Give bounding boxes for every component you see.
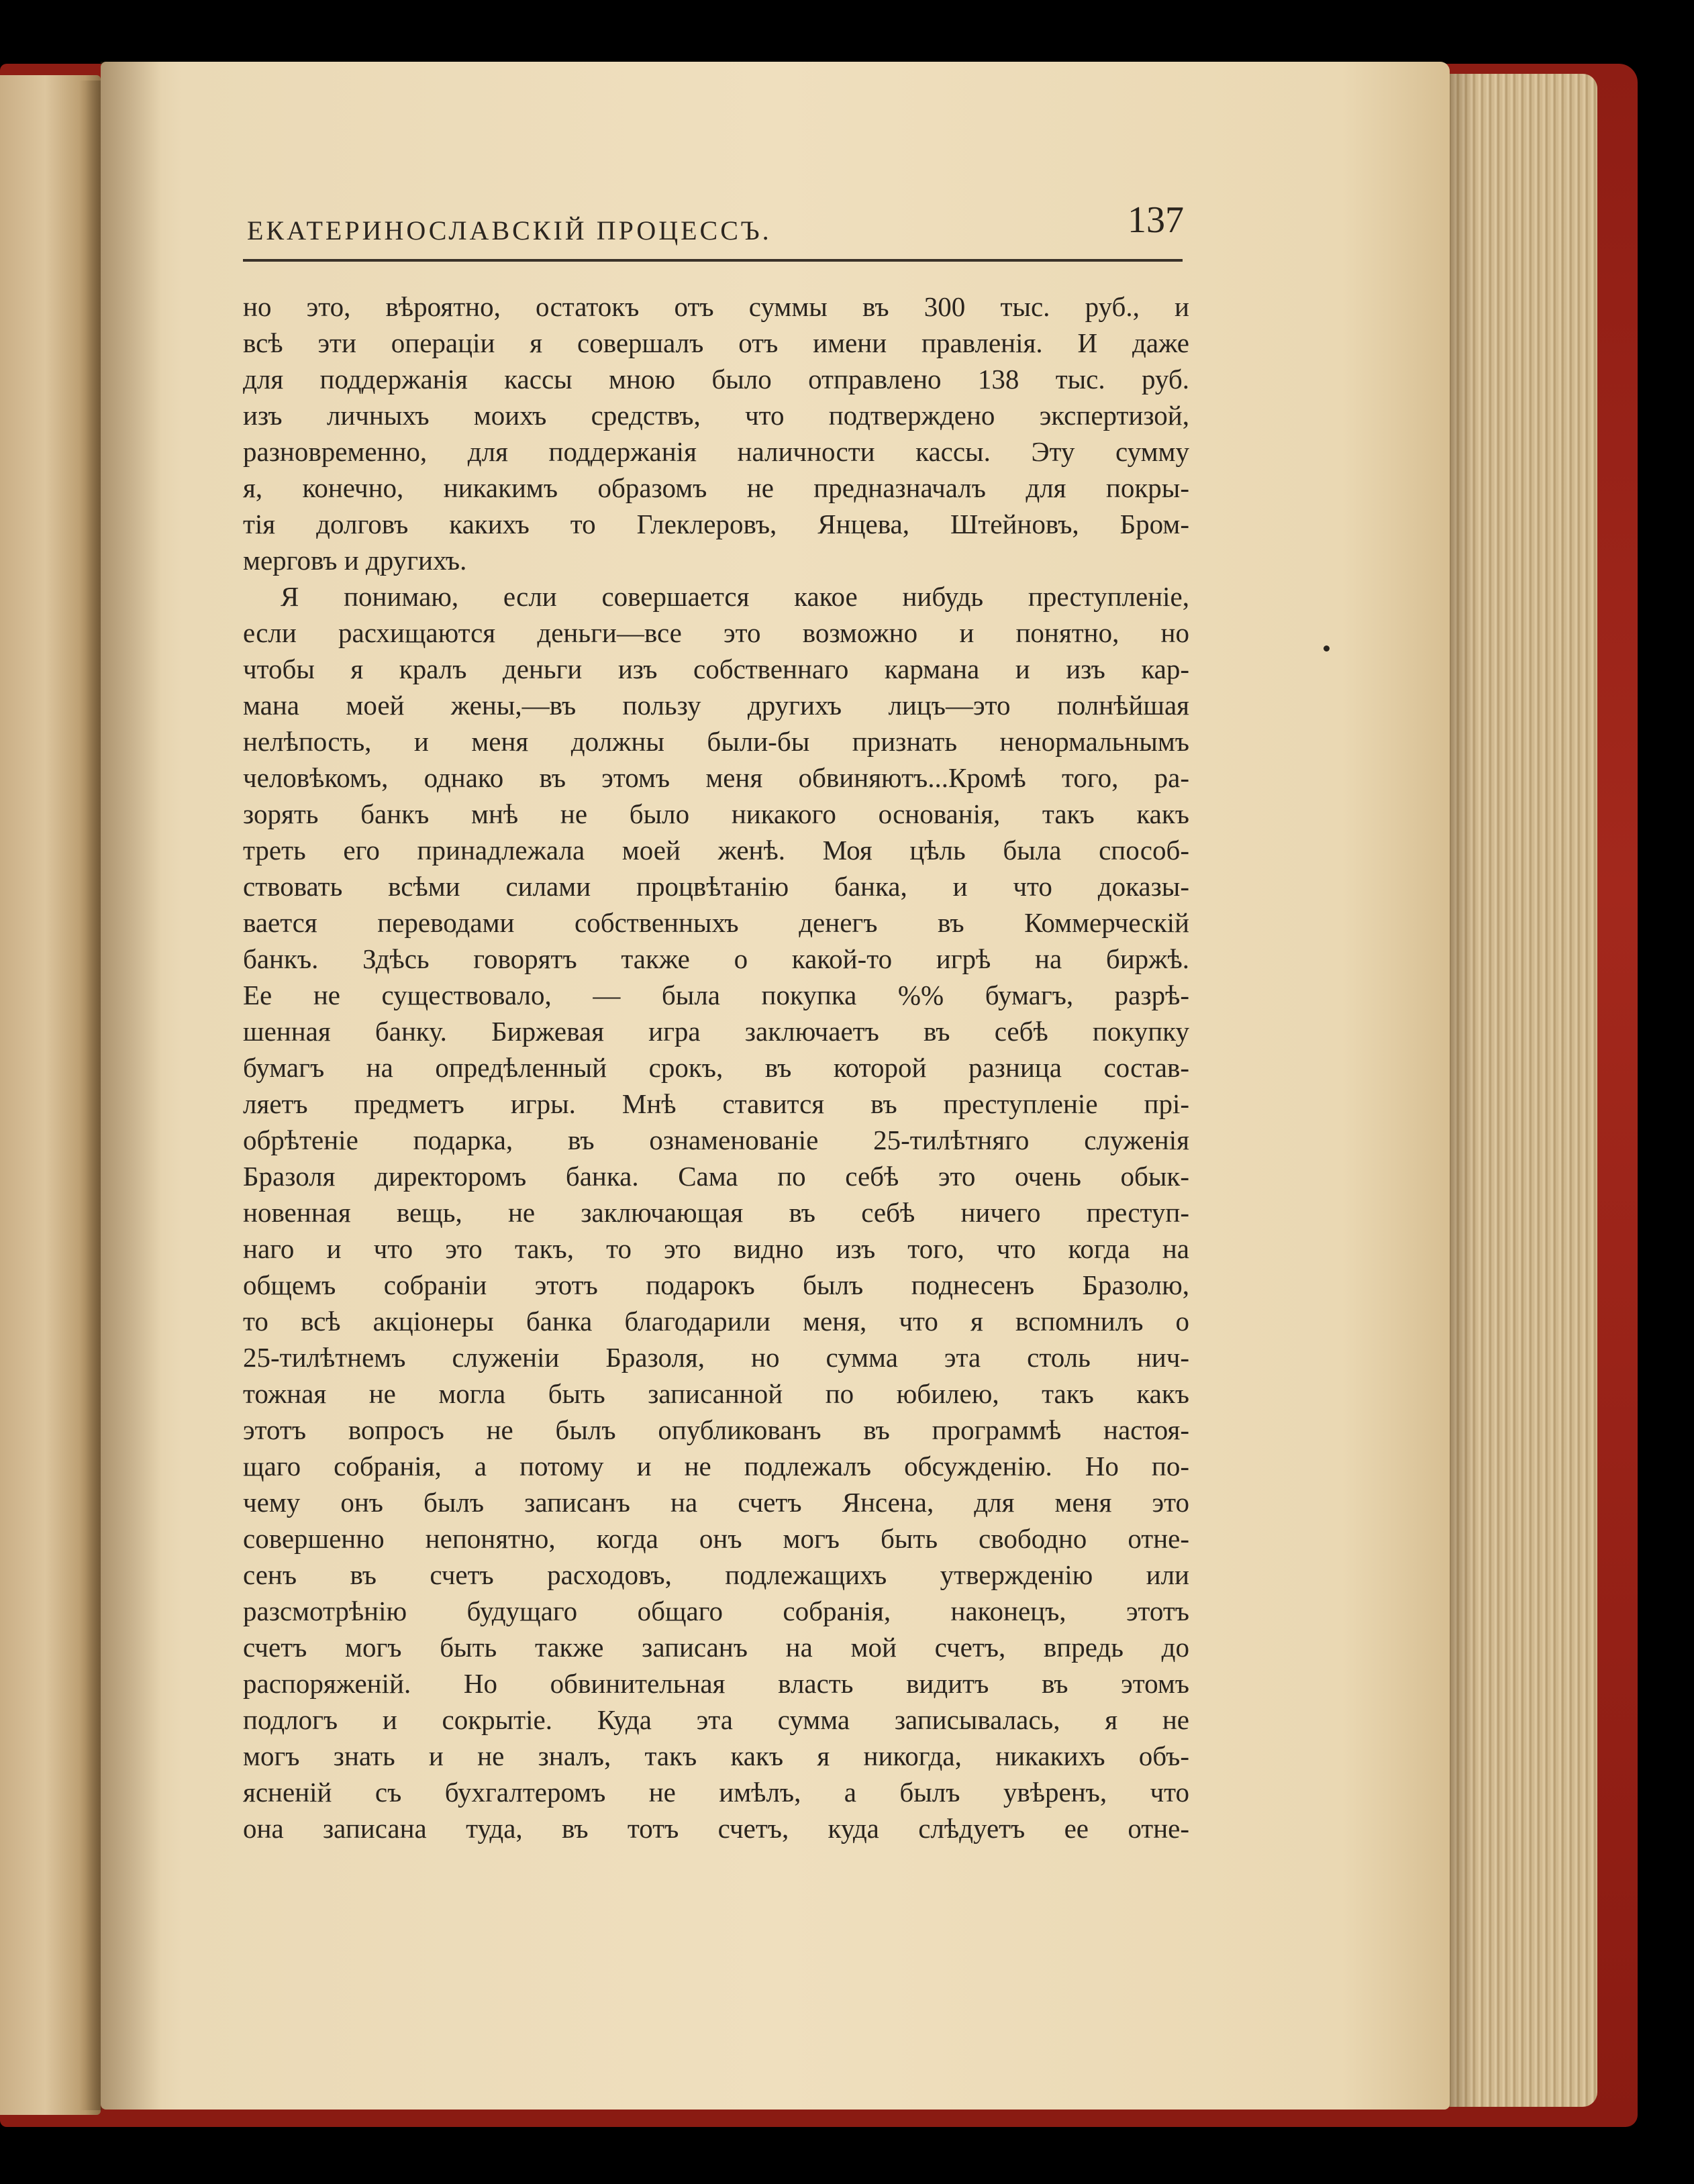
text-line: чтобы я кралъ деньги изъ собственнаго кармана и изъ кар- xyxy=(243,654,1189,684)
text-line: треть его принадлежала моей женѣ. Моя цѣль была способ- xyxy=(243,835,1189,866)
text-line: зорять банкъ мнѣ не было никакого основанія, такъ какъ xyxy=(243,798,1189,829)
page-number: 137 xyxy=(1128,199,1184,241)
text-line: Ее не существовало, — была покупка %% бумагъ, разрѣ- xyxy=(243,980,1189,1010)
text-line: могъ знать и не зналъ, такъ какъ я никогда, никакихъ объ- xyxy=(243,1740,1189,1771)
header-rule xyxy=(243,259,1183,262)
text-line: этотъ вопросъ не былъ опубликованъ въ программѣ настоя- xyxy=(243,1414,1189,1445)
text-line: распоряженій. Но обвинительная власть видитъ въ этомъ xyxy=(243,1668,1189,1699)
text-line: я, конечно, никакимъ образомъ не предназначалъ для покры- xyxy=(243,472,1189,503)
text-line: шенная банку. Биржевая игра заключаетъ въ себѣ покупку xyxy=(243,1016,1189,1047)
text-line: тожная не могла быть записанной по юбилею, такъ какъ xyxy=(243,1378,1189,1409)
text-line: общемъ собраніи этотъ подарокъ былъ поднесенъ Бразолю, xyxy=(243,1269,1189,1300)
page-gutter-shade xyxy=(101,62,161,2110)
facing-page-gutter xyxy=(79,81,102,2110)
text-line: тія долговъ какихъ то Глеклеровъ, Янцева, Штейновъ, Бром- xyxy=(243,509,1189,539)
text-line: человѣкомъ, однако въ этомъ меня обвиняютъ...Кромѣ того, ра- xyxy=(243,762,1189,793)
ink-speck xyxy=(1324,645,1330,652)
text-line: мана моей жены,—въ пользу другихъ лицъ—это полнѣйшая xyxy=(243,690,1189,721)
text-line: счетъ могъ быть также записанъ на мой счетъ, впредь до xyxy=(243,1632,1189,1663)
text-line: но это, вѣроятно, остатокъ отъ суммы въ 300 тыс. руб., и xyxy=(243,291,1189,322)
text-line: щаго собранія, а потому и не подлежалъ обсужденію. Но по- xyxy=(243,1451,1189,1481)
text-line: новенная вещь, не заключающая въ себѣ ничего преступ- xyxy=(243,1197,1189,1228)
text-line: если расхищаются деньги—все это возможно и понятно, но xyxy=(243,617,1189,648)
text-line: подлогъ и сокрытіе. Куда эта сумма записывалась, я не xyxy=(243,1704,1189,1735)
text-line: чему онъ былъ записанъ на счетъ Янсена, для меня это xyxy=(243,1487,1189,1518)
text-line: совершенно непонятно, когда онъ могъ быть свободно отне- xyxy=(243,1523,1189,1554)
text-line: бумагъ на опредѣленный срокъ, въ которой разница состав- xyxy=(243,1052,1189,1083)
text-line: 25-тилѣтнемъ служеніи Бразоля, но сумма эта столь нич- xyxy=(243,1342,1189,1373)
text-line: банкъ. Здѣсь говорятъ также о какой-то игрѣ на биржѣ. xyxy=(243,943,1189,974)
body-text xyxy=(243,289,1189,1847)
text-line: Я понимаю, если совершается какое нибудь преступленіе, xyxy=(281,581,1189,612)
text-line: она записана туда, въ тотъ счетъ, куда слѣдуетъ ее отне- xyxy=(243,1813,1189,1844)
text-line: то всѣ акціонеры банка благодарили меня, что я вспомнилъ о xyxy=(243,1306,1189,1337)
text-line: разсмотрѣнію будущаго общаго собранія, наконецъ, этотъ xyxy=(243,1596,1189,1626)
running-title: ЕКАТЕРИНОСЛАВСКІЙ ПРОЦЕССЪ. xyxy=(247,215,772,246)
text-line: ясненій съ бухгалтеромъ не имѣлъ, а былъ увѣренъ, что xyxy=(243,1777,1189,1808)
text-line: обрѣтеніе подарка, въ ознаменованіе 25-тилѣтняго служенія xyxy=(243,1125,1189,1155)
text-line: всѣ эти операціи я совершалъ отъ имени правленія. И даже xyxy=(243,327,1189,358)
text-line: ствовать всѣми силами процвѣтанію банка, и что доказы- xyxy=(243,871,1189,902)
text-line: вается переводами собственныхъ денегъ въ Коммерческій xyxy=(243,907,1189,938)
text-line: сенъ въ счетъ расходовъ, подлежащихъ утвержденію или xyxy=(243,1559,1189,1590)
text-line: для поддержанія кассы мною было отправлено 138 тыс. руб. xyxy=(243,364,1189,395)
text-line: наго и что это такъ, то это видно изъ того, что когда на xyxy=(243,1233,1189,1264)
text-line: нелѣпость, и меня должны были-бы признать ненормальнымъ xyxy=(243,726,1189,757)
text-line: ляетъ предметъ игры. Мнѣ ставится въ преступленіе прі- xyxy=(243,1088,1189,1119)
text-line: мерговъ и другихъ. xyxy=(243,545,467,576)
text-line: изъ личныхъ моихъ средствъ, что подтверждено экспертизой, xyxy=(243,400,1189,431)
text-line: разновременно, для поддержанія наличности кассы. Эту сумму xyxy=(243,436,1189,467)
text-line: Бразоля директоромъ банка. Сама по себѣ это очень обык- xyxy=(243,1161,1189,1192)
